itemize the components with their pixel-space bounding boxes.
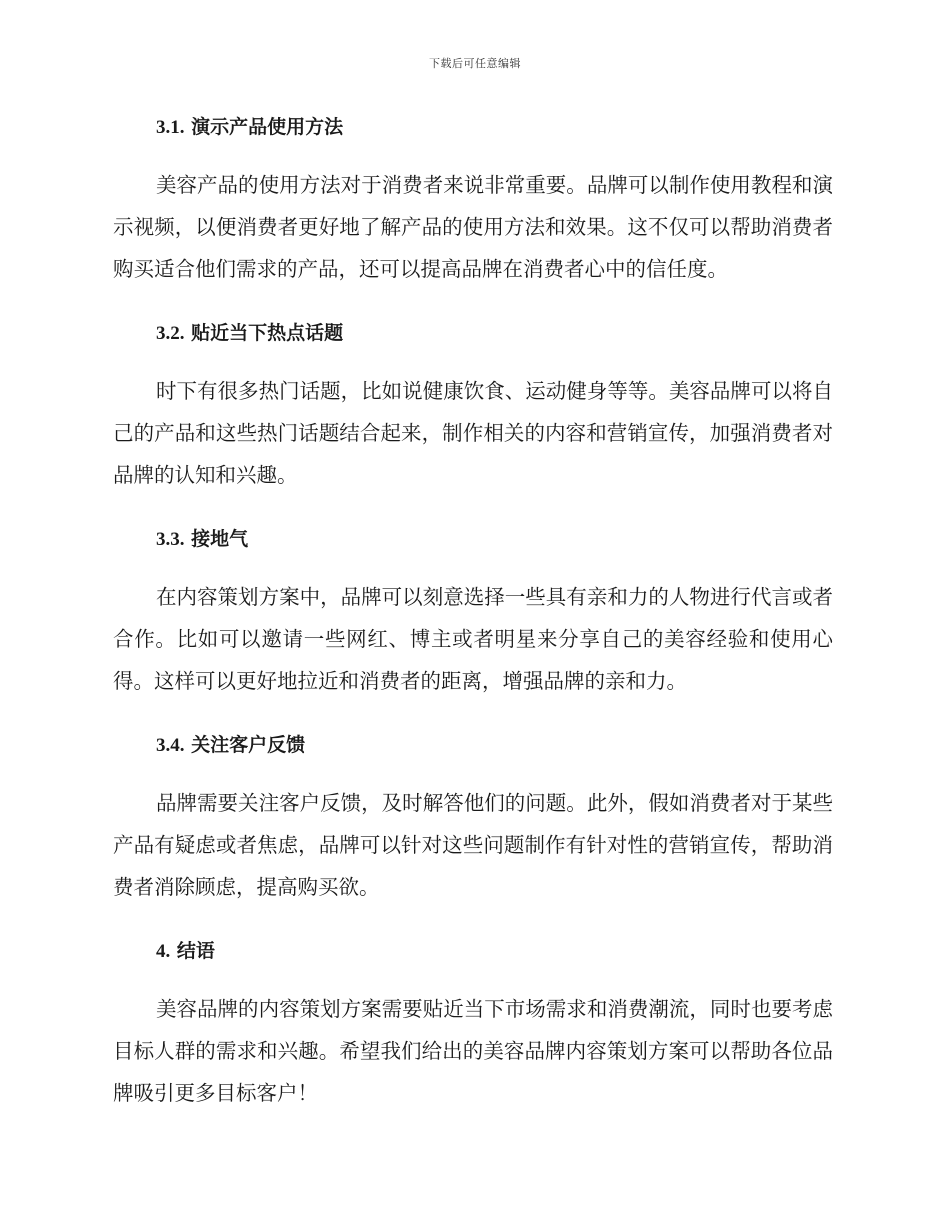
section-paragraph-3-2: 时下有很多热门话题，比如说健康饮食、运动健身等等。美容品牌可以将自己的产品和这些热门话题结合起来，制作相关的内容和营销宣传，加强消费者对品牌的认知和兴趣。 — [113, 379, 833, 487]
section-paragraph-3-4: 品牌需要关注客户反馈，及时解答他们的问题。此外，假如消费者对于某些产品有疑虑或者焦虑，品牌可以针对这些问题制作有针对性的营销宣传，帮助消费者消除顾虑，提高购买欲。 — [113, 791, 833, 899]
section-number: 3.1. — [156, 117, 185, 138]
section-title-text: 演示产品使用方法 — [191, 116, 344, 138]
section-title-text: 关注客户反馈 — [191, 734, 306, 756]
section-paragraph-4: 美容品牌的内容策划方案需要贴近当下市场需求和消费潮流，同时也要考虑目标人群的需求和兴趣。希望我们给出的美容品牌内容策划方案可以帮助各位品牌吸引更多目标客户！ — [113, 997, 833, 1105]
section-number: 3.3. — [156, 529, 185, 550]
section-number: 4. — [156, 941, 171, 962]
section-heading-3-1 — [113, 108, 833, 146]
section-paragraph-3-3: 在内容策划方案中，品牌可以刻意选择一些具有亲和力的人物进行代言或者合作。比如可以邀请一些网红、博主或者明星来分享自己的美容经验和使用心得。这样可以更好地拉近和消费者的距离，增强品牌的亲和力。 — [113, 585, 833, 693]
section-title-text: 接地气 — [191, 528, 249, 550]
section-number: 3.2. — [156, 323, 185, 344]
section-heading-3-2 — [113, 314, 833, 352]
section-title-text: 结语 — [176, 940, 215, 962]
section-title-text: 贴近当下热点话题 — [191, 322, 344, 344]
section-number: 3.4. — [156, 735, 185, 756]
page-header: 下载后可任意编辑 — [429, 57, 521, 70]
section-paragraph-3-1: 美容产品的使用方法对于消费者来说非常重要。品牌可以制作使用教程和演示视频，以便消费者更好地了解产品的使用方法和效果。这不仅可以帮助消费者购买适合他们需求的产品，还可以提高品牌在消费者心中的信任度。 — [113, 173, 833, 281]
section-heading-3-3 — [113, 520, 833, 558]
section-heading-3-4 — [113, 726, 833, 764]
section-heading-4 — [113, 932, 833, 970]
document-body — [113, 108, 833, 1138]
